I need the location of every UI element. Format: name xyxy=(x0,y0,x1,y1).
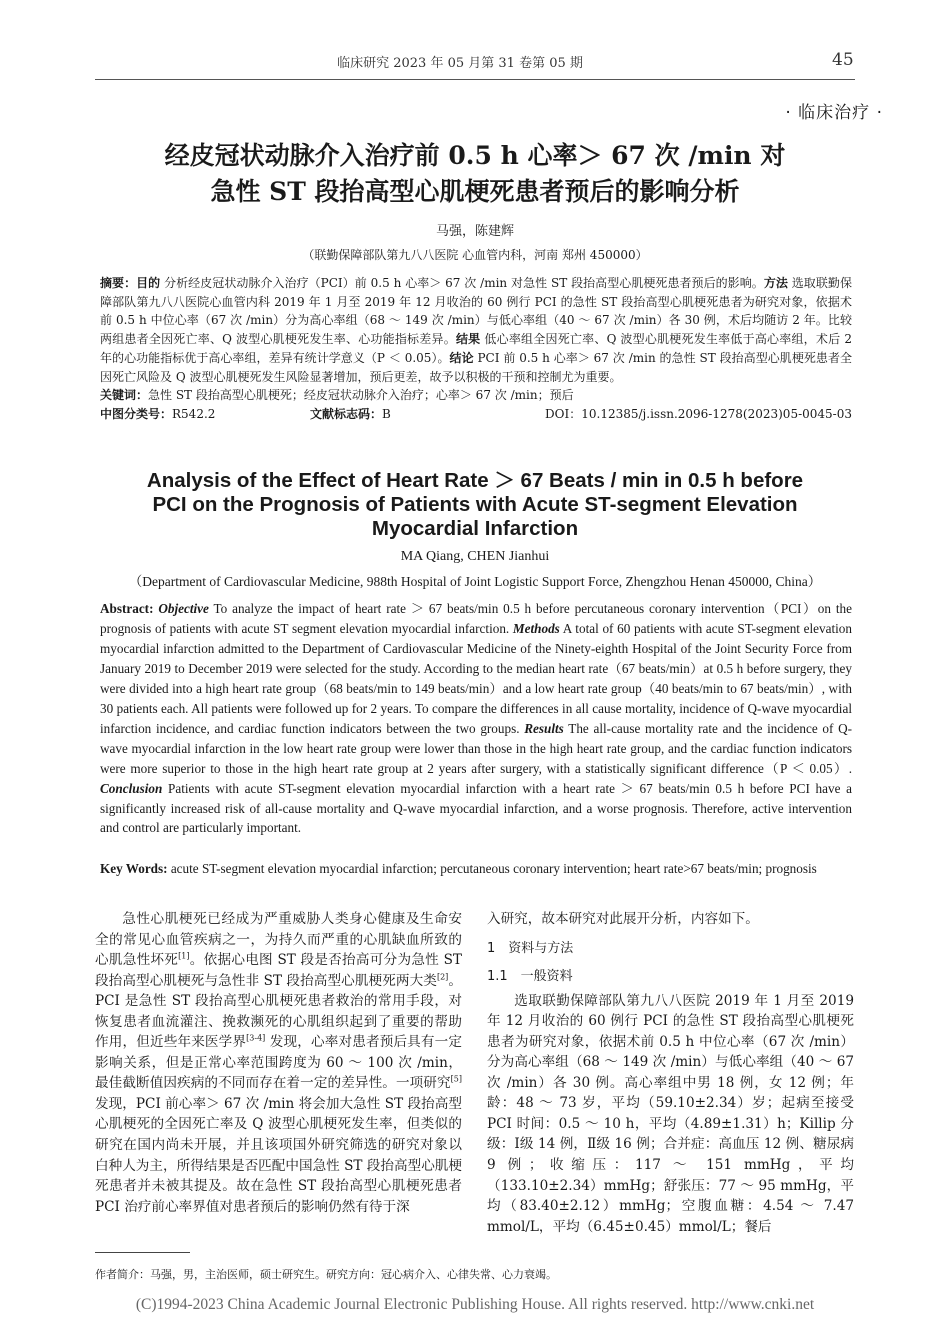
cn-results-text: 低心率组全因死亡率、Q 波型心肌梗死发生率低于高心率组，术后 2 年的心功能指标优于高心率组，差异有统计学意义（P ＜ 0.05）。 xyxy=(100,332,852,365)
doc-code-label: 文献标志码： xyxy=(310,407,383,422)
en-conclusion-label: Conclusion xyxy=(100,780,163,796)
intro-text-d: 发现，心率对患者预后具有一定影响关系，但是正常心率范围跨度为 60 ～ 100 次 /min，最佳截断值因疾病的不同而存在着一定的差异性。一项研究 xyxy=(95,1034,463,1092)
page-number: 45 xyxy=(832,50,854,70)
doc-code-value: B xyxy=(382,407,391,422)
cn-objective-label: 目的 xyxy=(136,276,161,290)
cn-abstract-label: 摘要： xyxy=(100,276,137,290)
en-abstract-label: Abstract: xyxy=(100,601,154,616)
cn-authors: 马强，陈建辉 xyxy=(435,224,514,239)
en-title-line-3: Myocardial Infarction xyxy=(371,517,579,540)
cn-abstract xyxy=(100,274,852,424)
en-objective-text: To analyze the impact of heart rate ＞ 67 beats/min 0.5 h before percutaneous coronary intervention（PCI）on the prognosis of patients with acute ST segment elevation myocardial infarction. xyxy=(100,601,852,636)
clc-value: R542.2 xyxy=(172,407,216,422)
cn-affiliation: （联勤保障部队第九八八医院 心血管内科，河南 郑州 450000） xyxy=(302,248,648,262)
footnote-divider xyxy=(95,1252,190,1253)
en-conclusion-text: Patients with acute ST-segment elevation myocardial infarction with a heart rate ＞ 67 beats/min 0.5 h before PCI have a significantly increased risk of all-cause mortality and Q-wave myocardial infarction, and a worse prognosis. Therefore, active intervention and control are particularly important. xyxy=(100,780,852,836)
en-authors: MA Qiang, CHEN Jianhui xyxy=(400,549,550,564)
cn-keywords xyxy=(100,386,852,405)
en-title xyxy=(100,469,850,541)
cn-methods-label: 方法 xyxy=(763,276,788,290)
en-affiliation: （Department of Cardiovascular Medicine, 988th Hospital of Joint Logistic Support Force, Zhengzhou Henan 450000, China） xyxy=(128,574,822,589)
body-right-column xyxy=(487,909,854,1237)
citation-ref-2: [2] xyxy=(436,972,449,982)
cn-title-line-1: 经皮冠状动脉介入治疗前 0.5 h 心率＞ 67 次 /min 对 xyxy=(164,141,786,170)
doi-label: DOI： xyxy=(545,407,582,422)
body-left-column xyxy=(95,909,462,1217)
copyright-line: (C)1994-2023 China Academic Journal Electronic Publishing House. All rights reserved. http://www.cnki.net xyxy=(135,1296,815,1313)
en-results-text: The all-cause mortality rate and the incidence of Q-wave myocardial infarction in the low heart rate group were lower than those in the high heart rate group, and the cardiac function indicators were more superior to those in the high heart rate group at 2 years after surgery, with a statistically significant difference（P ＜ 0.05）. xyxy=(100,720,852,776)
citation-ref-1: [1] xyxy=(178,951,190,961)
en-title-line-1: Analysis of the Effect of Heart Rate ＞ 67 Beats / min in 0.5 h before xyxy=(146,469,804,492)
intro-continuation: 入研究，故本研究对此展开分析，内容如下。 xyxy=(487,911,759,927)
cn-title-line-2: 急性 ST 段抬高型心肌梗死患者预后的影响分析 xyxy=(210,177,740,206)
intro-text-e: 发现，PCI 前心率＞ 67 次 /min 将会加大急性 ST 段抬高型心肌梗死的全因死亡率及 Q 波型心肌梗死发生率，但类似的研究在国内尚未开展，并且该项国外研究筛选的研究对象以白种人为主，所得结果是否匹配中国急性 ST 段抬高型心肌梗死患者并未被其提及。故在急性 ST 段抬高型心肌梗死患者 PCI 治疗前心率界值对患者预后的影响仍然有待于深 xyxy=(95,1095,462,1215)
en-results-label: Results xyxy=(524,720,564,736)
cn-keywords-label: 关键词： xyxy=(100,388,149,403)
cn-keywords-text: 急性 ST 段抬高型心肌梗死；经皮冠状动脉介入治疗；心率＞ 67 次 /min；预后 xyxy=(148,388,574,403)
citation-ref-4: [5] xyxy=(450,1074,462,1084)
intro-text-c: 。PCI 是急性 ST 段抬高型心肌梗死患者救治的常用手段，对恢复患者血流灌注、挽救濒死的心肌组织起到了重要的帮助作用，但近些年来医学界 xyxy=(95,972,462,1051)
en-methods-label: Methods xyxy=(512,620,560,636)
cn-objective-text: 分析经皮冠状动脉介入治疗（PCI）前 0.5 h 心率＞ 67 次 /min 对急性 ST 段抬高型心肌梗死患者预后的影响。 xyxy=(160,276,764,290)
section-heading-1: 1 资料与方法 xyxy=(487,940,574,956)
cn-conclusion-label: 结论 xyxy=(449,350,474,365)
en-objective-label: Objective xyxy=(158,601,209,616)
cn-classification-line xyxy=(100,405,852,424)
en-keywords xyxy=(100,859,852,879)
cn-methods-text: 选取联勤保障部队第九八八医院心血管内科 2019 年 1 月至 2019 年 12 月收治的 60 例行 PCI 的急性 ST 段抬高型心肌梗死患者为研究对象，依据术前 0.5 h 中位心率（67 次 /min）分为高心率组（68 ～ 149 次 /min）与低心率组（40 ～ 67 次 /min）各 30 例，术后均随访 2 年。比较两组患者全因死亡率、Q 波型心肌梗死发生率、心功能指标差异。 xyxy=(100,276,852,347)
en-keywords-label: Key Words: xyxy=(100,861,168,876)
section-heading-1-1: 1.1 一般资料 xyxy=(487,969,573,985)
section-tag: · 临床治疗 · xyxy=(785,103,883,123)
en-methods-text: A total of 60 patients with acute ST-segment elevation myocardial infarction admitted to the Department of Cardiovascular Medicine of the Ninety-eighth Hospital of the Joint Security Force from January 2019 to December 2019 were selected for the study. According to the median heart rate（67 beats/min）at 0.5 h before surgery, they were divided into a high heart rate group（68 beats/min to 149 beats/min）and a low heart rate group（40 beats/min to 67 beats/min）, with 30 patients each. All patients were followed up for 2 years. To compare the differences in all cause mortality, incidence of Q-wave myocardial infarction incidence, and cardiac function indicators between the two groups. xyxy=(100,620,852,736)
cn-results-label: 结果 xyxy=(455,332,481,347)
running-header: 临床研究 2023 年 05 月第 31 卷第 05 期 xyxy=(337,56,583,71)
cn-conclusion-text: PCI 前 0.5 h 心率＞ 67 次 /min 的急性 ST 段抬高型心肌梗死患者全因死亡风险及 Q 波型心肌梗死发生风险显著增加，预后更差，故予以积极的干预和控制尤为重要。 xyxy=(100,350,852,384)
en-abstract xyxy=(100,599,852,838)
general-data-paragraph: 选取联勤保障部队第九八八医院 2019 年 1 月至 2019 年 12 月收治的 60 例行 PCI 的急性 ST 段抬高型心肌梗死患者为研究对象，依据术前 0.5 h 中位心率（67 次 /min）分为高心率组（68 ～ 149 次 /min）与低心率组（40 ～ 67 次 /min）各 30 例。高心率组中男 18 例，女 12 例；年龄：48 ～ 73 岁，平均（59.10±2.34）岁；起病至接受 PCI 时间：0.5 ～ 10 h，平均（4.89±1.31）h；Killip 分级：Ⅰ级 14 例，Ⅱ级 16 例；合并症：高血压 12 例、糖尿病 9 例；收缩压：117 ～ 151 mmHg，平均（133.10±2.34）mmHg；舒张压：77 ～ 95 mmHg，平均（83.40±2.12）mmHg；空腹血糖：4.54 ～ 7.47 mmol/L，平均（6.45±0.45）mmol/L；餐后 xyxy=(487,992,854,1235)
citation-ref-3: [3-4] xyxy=(246,1033,266,1043)
en-keywords-text: acute ST-segment elevation myocardial infarction; percutaneous coronary intervention; heart rate>67 beats/min; prognosis xyxy=(167,861,817,876)
doi-value: 10.12385/j.issn.2096-1278(2023)05-0045-03 xyxy=(581,407,852,422)
intro-paragraph xyxy=(95,909,462,1217)
author-footnote: 作者简介：马强，男，主治医师，硕士研究生。研究方向：冠心病介入、心律失常、心力衰竭。 xyxy=(95,1268,557,1281)
intro-text-b: 。依据心电图 ST 段是否抬高可分为急性 ST 段抬高型心肌梗死与急性非 ST 段抬高型心肌梗死两大类 xyxy=(95,952,462,989)
intro-text-a: 急性心肌梗死已经成为严重威胁人类身心健康及生命安全的常见心血管疾病之一，为持久而严重的心肌缺血所致的心肌急性坏死 xyxy=(95,911,462,969)
header-divider xyxy=(95,79,855,80)
en-title-line-2: PCI on the Prognosis of Patients with Acute ST-segment Elevation xyxy=(152,493,798,516)
clc-label: 中图分类号： xyxy=(100,407,173,422)
